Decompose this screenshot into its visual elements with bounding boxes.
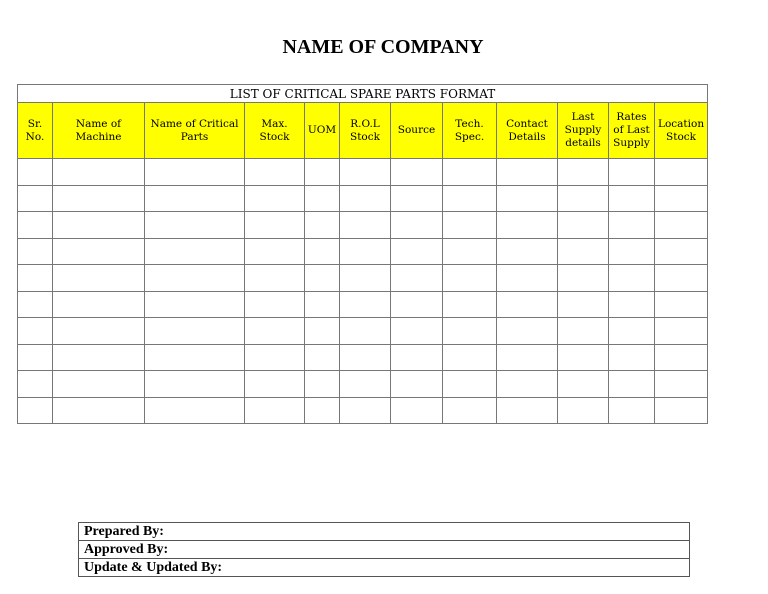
table-cell[interactable] xyxy=(443,159,497,186)
table-cell[interactable] xyxy=(558,185,609,212)
signoff-table xyxy=(78,522,690,577)
table-cell[interactable] xyxy=(245,291,305,318)
table-cell[interactable] xyxy=(18,212,53,239)
table-cell[interactable] xyxy=(245,371,305,398)
table-cell[interactable] xyxy=(305,238,340,265)
table-row xyxy=(18,397,708,424)
table-cell[interactable] xyxy=(497,344,558,371)
column-header: Rates of Last Supply xyxy=(609,103,655,159)
table-cell[interactable] xyxy=(53,291,145,318)
table-cell[interactable] xyxy=(443,397,497,424)
table-cell[interactable] xyxy=(145,185,245,212)
table-cell[interactable] xyxy=(443,344,497,371)
table-cell[interactable] xyxy=(340,238,391,265)
column-header: Source xyxy=(391,103,443,159)
table-cell[interactable] xyxy=(497,318,558,345)
table-cell[interactable] xyxy=(655,238,708,265)
table-cell[interactable] xyxy=(655,185,708,212)
table-cell[interactable] xyxy=(305,159,340,186)
table-row xyxy=(18,291,708,318)
prepared-by-field: Prepared By: xyxy=(79,523,690,541)
table-cell[interactable] xyxy=(609,185,655,212)
table-cell[interactable] xyxy=(497,265,558,292)
table-cell[interactable] xyxy=(609,318,655,345)
table-cell[interactable] xyxy=(245,397,305,424)
table-cell[interactable] xyxy=(305,318,340,345)
table-cell[interactable] xyxy=(340,212,391,239)
table-cell[interactable] xyxy=(145,238,245,265)
table-cell[interactable] xyxy=(655,265,708,292)
table-cell[interactable] xyxy=(245,344,305,371)
column-header: Last Supply details xyxy=(558,103,609,159)
column-header: Sr. No. xyxy=(18,103,53,159)
column-header: Name of Critical Parts xyxy=(145,103,245,159)
table-cell[interactable] xyxy=(655,212,708,239)
table-title: LIST OF CRITICAL SPARE PARTS FORMAT xyxy=(18,85,708,103)
table-cell[interactable] xyxy=(391,318,443,345)
table-cell[interactable] xyxy=(558,344,609,371)
table-cell[interactable] xyxy=(53,318,145,345)
table-cell[interactable] xyxy=(18,185,53,212)
table-cell[interactable] xyxy=(18,397,53,424)
table-cell[interactable] xyxy=(145,212,245,239)
table-cell[interactable] xyxy=(443,291,497,318)
table-cell[interactable] xyxy=(18,159,53,186)
table-cell[interactable] xyxy=(53,397,145,424)
column-header: Max. Stock xyxy=(245,103,305,159)
table-cell[interactable] xyxy=(245,265,305,292)
table-cell[interactable] xyxy=(558,318,609,345)
table-cell[interactable] xyxy=(443,265,497,292)
table-cell[interactable] xyxy=(655,159,708,186)
table-cell[interactable] xyxy=(391,212,443,239)
table-body xyxy=(18,159,708,424)
table-cell[interactable] xyxy=(18,318,53,345)
table-row xyxy=(18,371,708,398)
table-cell[interactable] xyxy=(391,397,443,424)
table-cell[interactable] xyxy=(558,265,609,292)
table-cell[interactable] xyxy=(145,265,245,292)
table-cell[interactable] xyxy=(340,344,391,371)
table-cell[interactable] xyxy=(18,291,53,318)
table-cell[interactable] xyxy=(18,238,53,265)
table-cell[interactable] xyxy=(53,371,145,398)
table-cell[interactable] xyxy=(53,159,145,186)
table-cell[interactable] xyxy=(443,185,497,212)
table-cell[interactable] xyxy=(245,159,305,186)
table-cell[interactable] xyxy=(655,397,708,424)
table-cell[interactable] xyxy=(609,212,655,239)
table-cell[interactable] xyxy=(391,291,443,318)
table-cell[interactable] xyxy=(305,291,340,318)
table-cell[interactable] xyxy=(609,265,655,292)
table-row xyxy=(18,159,708,186)
table-cell[interactable] xyxy=(340,318,391,345)
table-cell[interactable] xyxy=(53,238,145,265)
table-cell[interactable] xyxy=(245,318,305,345)
table-cell[interactable] xyxy=(53,344,145,371)
table-row xyxy=(18,212,708,239)
table-cell[interactable] xyxy=(391,159,443,186)
spare-parts-table xyxy=(17,84,708,424)
table-cell[interactable] xyxy=(245,238,305,265)
column-header: R.O.L Stock xyxy=(340,103,391,159)
table-cell[interactable] xyxy=(145,397,245,424)
table-cell[interactable] xyxy=(305,371,340,398)
table-cell[interactable] xyxy=(391,344,443,371)
table-cell[interactable] xyxy=(18,371,53,398)
table-cell[interactable] xyxy=(305,185,340,212)
table-row xyxy=(18,344,708,371)
table-cell[interactable] xyxy=(245,185,305,212)
table-row xyxy=(18,265,708,292)
updated-by-field: Update & Updated By: xyxy=(79,559,690,577)
table-cell[interactable] xyxy=(340,371,391,398)
table-cell[interactable] xyxy=(497,212,558,239)
table-cell[interactable] xyxy=(558,291,609,318)
table-cell[interactable] xyxy=(609,397,655,424)
table-cell[interactable] xyxy=(53,185,145,212)
table-cell[interactable] xyxy=(340,291,391,318)
table-cell[interactable] xyxy=(497,159,558,186)
column-header: Location Stock xyxy=(655,103,708,159)
table-cell[interactable] xyxy=(443,371,497,398)
table-cell[interactable] xyxy=(305,212,340,239)
table-cell[interactable] xyxy=(558,371,609,398)
table-cell[interactable] xyxy=(145,371,245,398)
table-cell[interactable] xyxy=(558,397,609,424)
table-cell[interactable] xyxy=(245,212,305,239)
table-cell[interactable] xyxy=(145,291,245,318)
company-name: NAME OF COMPANY xyxy=(282,36,484,58)
table-cell[interactable] xyxy=(558,159,609,186)
table-cell[interactable] xyxy=(305,265,340,292)
column-header: Tech. Spec. xyxy=(443,103,497,159)
table-cell[interactable] xyxy=(18,265,53,292)
table-cell[interactable] xyxy=(609,291,655,318)
table-cell[interactable] xyxy=(145,318,245,345)
table-cell[interactable] xyxy=(655,318,708,345)
table-cell[interactable] xyxy=(497,397,558,424)
table-cell[interactable] xyxy=(340,185,391,212)
table-cell[interactable] xyxy=(497,185,558,212)
table-cell[interactable] xyxy=(53,212,145,239)
table-cell[interactable] xyxy=(609,159,655,186)
table-cell[interactable] xyxy=(340,265,391,292)
table-cell[interactable] xyxy=(145,344,245,371)
table-cell[interactable] xyxy=(391,185,443,212)
table-cell[interactable] xyxy=(609,344,655,371)
table-cell[interactable] xyxy=(609,371,655,398)
table-cell[interactable] xyxy=(655,344,708,371)
table-cell[interactable] xyxy=(497,238,558,265)
table-row xyxy=(18,238,708,265)
table-cell[interactable] xyxy=(53,265,145,292)
table-cell[interactable] xyxy=(340,397,391,424)
table-cell[interactable] xyxy=(655,291,708,318)
table-cell[interactable] xyxy=(497,291,558,318)
table-cell[interactable] xyxy=(443,318,497,345)
table-row xyxy=(18,185,708,212)
column-header: UOM xyxy=(305,103,340,159)
table-cell[interactable] xyxy=(391,265,443,292)
table-cell[interactable] xyxy=(305,344,340,371)
table-cell[interactable] xyxy=(443,238,497,265)
table-cell[interactable] xyxy=(558,212,609,239)
table-cell[interactable] xyxy=(558,238,609,265)
table-cell[interactable] xyxy=(655,371,708,398)
table-cell[interactable] xyxy=(497,371,558,398)
table-cell[interactable] xyxy=(609,238,655,265)
table-cell[interactable] xyxy=(145,159,245,186)
table-cell[interactable] xyxy=(305,397,340,424)
table-row xyxy=(18,318,708,345)
approved-by-field: Approved By: xyxy=(79,541,690,559)
table-cell[interactable] xyxy=(18,344,53,371)
table-cell[interactable] xyxy=(340,159,391,186)
table-cell[interactable] xyxy=(443,212,497,239)
table-cell[interactable] xyxy=(391,238,443,265)
table-cell[interactable] xyxy=(391,371,443,398)
column-header: Contact Details xyxy=(497,103,558,159)
column-header: Name of Machine xyxy=(53,103,145,159)
